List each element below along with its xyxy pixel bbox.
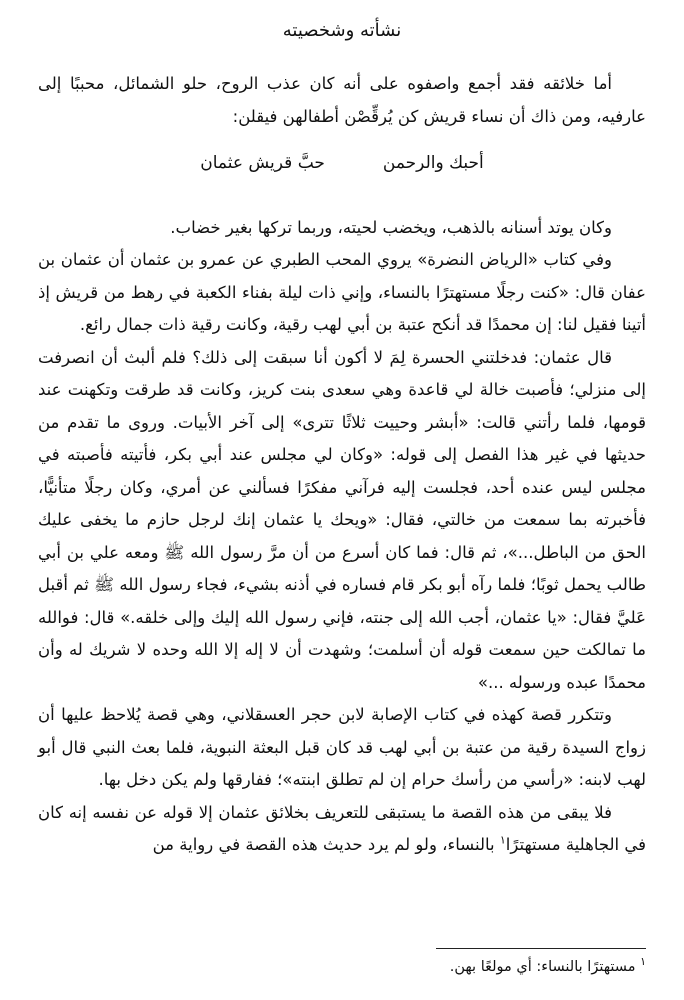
paragraph-6: [38, 797, 646, 862]
paragraph-6-part-1: فلا يبقى من هذه القصة ما يستبقى للتعريف بخلائق عثمان إلا قوله عن نفسه إنه كان في الجاهلية مستهترًا: [38, 802, 646, 854]
paragraph-3: وفي كتاب «الرياض النضرة» يروي المحب الطبري عن عمرو بن عثمان أن عثمان بن عفان قال: «كنت رجلًا مستهترًا بالنساء، وإني ذات ليلة بفناء الكعبة في رهط من قريش إذ أتينا فقيل لنا: إن محمدًا قد أنكح عتبة بن أبي لهب رقية، وكانت رقية ذات جمال رائع.: [38, 250, 646, 334]
paragraph-6-part-2: بالنساء، ولو لم يرد حديث هذه القصة في رواية من: [152, 835, 500, 854]
poem-hemistich-left: حبَّ قريش عثمان: [200, 153, 325, 173]
paragraph-4: قال عثمان: فدخلتني الحسرة لِمَ لا أكون أنا سبقت إلى ذلك؟ فلم ألبث أن انصرفت إلى منزلي؛ فأصبت خالة لي قاعدة وهي سعدى بنت كريز، وكانت قد طرقت وتكهنت عند قومها، فلما رأتني قالت: «أبشر وحييت ثلاثًا تترى» إلى آخر الأبيات. وروى ما تقدم من حديثها في غير هذا الفصل إلى قوله: «وكان لي مجلس عند أبي بكر، فأتيته فأصبته في مجلس ليس عنده أحد، فجلست إليه فرآني مفكرًا فسألني عن أمري، وكان رجلًا متأنيًّا، فأخبرته بما سمعت من خالتي، فقال: «ويحك يا عثمان إنك لرجل حازم ما يخفى عليك الحق من الباطل...»، ثم قال: فما كان أسرع من أن مرَّ رسول الله ﷺ ومعه علي بن أبي طالب يحمل ثوبًا؛ فلما رآه أبو بكر قام فساره في أذنه بشيء، فجاء رسول الله ﷺ ثم أقبل عَليَّ فقال: «يا عثمان، أجب الله إلى جنته، فإني رسول الله إليك وإلى خلقه.» قال: فوالله ما تمالكت حين سمعت قوله أن أسلمت؛ وشهدت أن لا إله إلا الله وحده لا شريك له وأن محمدًا عبده ورسوله ...»: [38, 347, 646, 692]
page-body: [38, 68, 646, 862]
paragraph-1: أما خلائقه فقد أجمع واصفوه على أنه كان عذب الروح، حلو الشمائل، محببًا إلى عارفيه، ومن ذاك أن نساء قريش كن يُرقِّصْن أطفالهن فيقلن:: [38, 74, 646, 126]
footnote: [38, 956, 646, 978]
page-header: نشأته وشخصيته: [282, 20, 402, 41]
footnote-divider: [436, 948, 646, 949]
paragraph-2: وكان يوتد أسنانه بالذهب، ويخضب لحيته، وربما تركها بغير خضاب.: [170, 217, 612, 237]
footnote-text: مستهترًا بالنساء: أي مولعًا بهن.: [449, 959, 636, 975]
paragraph-5: وتتكرر قصة كهذه في كتاب الإصابة لابن حجر العسقلاني، وهي قصة يُلاحظ عليها أن زواج السيدة رقية من عتبة بن أبي لهب قد كان قبل البعثة النبوية، فلما بعث النبي قال أبو لهب لابنه: «رأسي من رأسك حرام إن لم تطلق ابنته»؛ ففارقها ولم يكن دخل بها.: [38, 705, 646, 789]
footnote-marker: ١: [640, 955, 646, 969]
poem-verse: [38, 147, 646, 180]
footnote-reference: ١: [499, 833, 506, 847]
poem-hemistich-right: أحبك والرحمن: [382, 153, 484, 173]
